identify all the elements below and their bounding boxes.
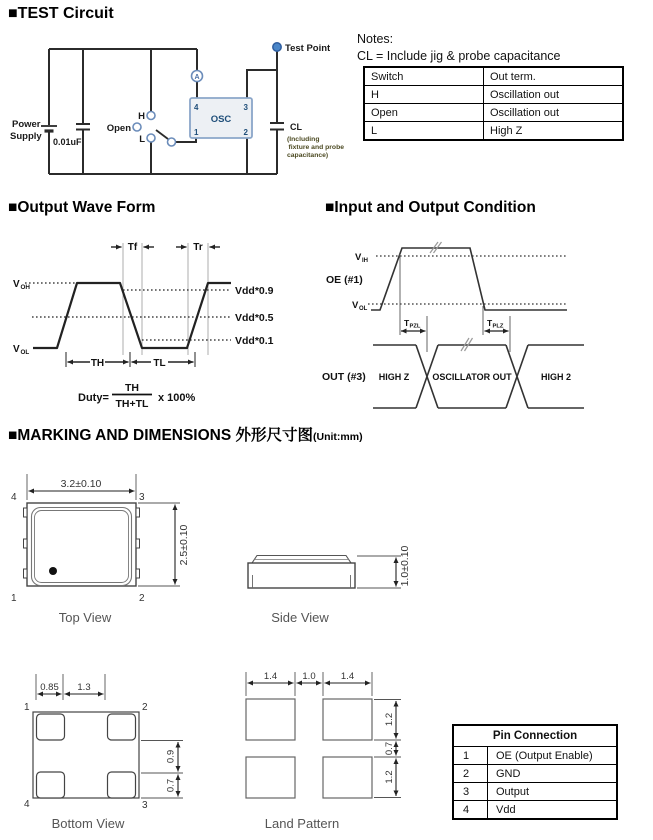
tpzl-subscript: PZL — [409, 323, 421, 330]
power-supply-label-1: Power — [12, 119, 41, 130]
pin-number: 1 — [453, 747, 488, 765]
notes-header-switch: Switch — [364, 67, 484, 86]
bottom-view-dim-085: 0.85 — [40, 682, 59, 693]
duty-denominator: TH+TL — [115, 398, 149, 410]
io-condition-heading: ■Input and Output Condition — [325, 199, 536, 216]
marking-heading-text: ■MARKING AND DIMENSIONS 外形尺寸图 — [8, 427, 314, 444]
side-view-drawing — [220, 462, 440, 632]
output-waveform-heading: ■Output Wave Form — [8, 199, 156, 216]
cl-note-line3: capacitance) — [287, 152, 329, 159]
duty-suffix: x 100% — [158, 392, 196, 404]
vdd05-label: Vdd*0.5 — [235, 312, 274, 324]
vol-subscript: OL — [20, 349, 30, 356]
marking-unit: (Unit:mm) — [313, 431, 363, 443]
bottom-view-label: Bottom View — [51, 816, 125, 831]
land-dim-12b: 1.2 — [384, 770, 395, 784]
side-view-height-dim: 1.0±0.10 — [399, 545, 411, 587]
top-view-pin1: 1 — [11, 593, 17, 604]
table-row — [364, 122, 623, 141]
pin-name: GND — [488, 765, 618, 783]
dimension-arrows — [68, 247, 221, 362]
bypass-capacitor-symbol — [76, 124, 90, 130]
notes-header-out: Out term. — [484, 67, 624, 86]
vol-label: V — [13, 344, 20, 355]
highz-right-label: HIGH 2 — [540, 372, 572, 382]
bottom-view-dim-09: 0.9 — [165, 749, 177, 764]
tick-marks — [66, 352, 195, 367]
test-point-dot — [273, 43, 281, 51]
measure-guides — [123, 243, 208, 355]
osc-pin4-label: 4 — [194, 103, 199, 112]
vdd09-label: Vdd*0.9 — [235, 285, 274, 297]
pin-name: Vdd — [488, 801, 618, 820]
th-label: TH — [90, 358, 105, 369]
table-row — [453, 747, 617, 765]
bottom-view-pin3: 3 — [142, 800, 148, 811]
top-view-pin3: 3 — [139, 492, 145, 503]
pin-number: 3 — [453, 783, 488, 801]
side-view-label: Side View — [271, 610, 329, 625]
table-row — [364, 86, 623, 104]
land-dim-14b: 1.4 — [340, 671, 355, 682]
notes-cell-switch: L — [364, 122, 484, 141]
cl-note — [287, 136, 344, 159]
notes-cell-out: Oscillation out — [484, 86, 624, 104]
test-circuit-diagram — [0, 30, 350, 195]
osc-pin3-label: 3 — [243, 103, 248, 112]
switch-open-label: Open — [106, 123, 131, 134]
test-point-label: Test Point — [285, 43, 331, 54]
notes-block — [355, 32, 624, 141]
battery-symbol — [41, 126, 57, 131]
cl-note-line1: (Including — [287, 136, 320, 143]
top-view-label: Top View — [58, 610, 112, 625]
tplz-subscript: PLZ — [492, 323, 504, 330]
osc-label: OSC — [210, 114, 232, 125]
notes-table-header-row — [364, 67, 623, 86]
cl-note-line2: fixture and probe — [288, 144, 345, 151]
reference-dashed-lines — [25, 283, 231, 340]
top-view-pin2: 2 — [139, 593, 145, 604]
highz-left-label: HIGH Z — [378, 372, 410, 382]
land-dim-10: 1.0 — [302, 671, 316, 682]
pin-name: Output — [488, 783, 618, 801]
timing-reference-lines — [400, 254, 510, 352]
land-dim-07: 0.7 — [384, 741, 395, 756]
voh-subscript: OH — [20, 284, 30, 291]
duty-numerator: TH — [125, 382, 139, 394]
vdd01-label: Vdd*0.1 — [235, 335, 274, 347]
bottom-view-pin1: 1 — [24, 702, 30, 713]
land-pads — [246, 699, 372, 798]
output-waveform-diagram — [0, 221, 330, 417]
land-pattern-label: Land Pattern — [264, 816, 340, 831]
tplz-label: T — [487, 318, 493, 328]
pin-number: 4 — [453, 801, 488, 820]
notes-cell-out: High Z — [484, 122, 624, 141]
notes-cell-out: Oscillation out — [484, 104, 624, 122]
notes-title: Notes: — [357, 32, 394, 46]
notes-cell-switch: Open — [364, 104, 484, 122]
land-dim-14a: 1.4 — [263, 671, 278, 682]
cl-label: CL — [290, 122, 302, 132]
pin-connection-table — [452, 724, 618, 820]
pin-number: 2 — [453, 765, 488, 783]
tf-label: Tf — [127, 242, 138, 253]
table-row — [453, 765, 617, 783]
osc-pin2-label: 2 — [243, 128, 248, 137]
package-bottom — [33, 712, 139, 798]
tr-label: Tr — [193, 242, 203, 253]
switch-terminal-l — [147, 134, 155, 142]
package-body — [24, 503, 140, 586]
bypass-cap-label: 0.01uF — [53, 137, 82, 147]
bottom-view-drawing — [10, 660, 230, 840]
bottom-view-dim-07: 0.7 — [165, 778, 177, 793]
switch-pole — [168, 138, 176, 146]
switch-terminal-open — [133, 123, 141, 131]
vih-label: V — [355, 252, 362, 263]
switch-h-label: H — [138, 111, 145, 122]
switch-terminal-h — [147, 112, 155, 120]
pin1-marker-dot — [49, 567, 57, 575]
top-view-width-dim: 3.2±0.10 — [60, 478, 102, 490]
cl-capacitor-symbol — [270, 123, 284, 130]
bottom-view-pin2: 2 — [142, 702, 148, 713]
vol-subscript: OL — [359, 306, 368, 312]
ammeter-label: A — [194, 74, 200, 81]
table-row — [453, 783, 617, 801]
notes-subtitle: CL = Include jig & probe capacitance — [357, 49, 561, 63]
switch-l-label: L — [139, 134, 145, 145]
bottom-view-dim-13: 1.3 — [77, 682, 91, 693]
table-row — [364, 104, 623, 122]
notes-cell-switch: H — [364, 86, 484, 104]
extension-lines — [357, 556, 401, 588]
notes-table — [363, 66, 624, 141]
package-side-profile — [248, 556, 355, 589]
bottom-view-pin4: 4 — [24, 799, 30, 810]
oe-signal-label: OE (#1) — [326, 274, 363, 286]
top-view-height-dim: 2.5±0.10 — [178, 524, 190, 566]
osc-pin1-label: 1 — [194, 128, 199, 137]
io-condition-diagram — [320, 221, 653, 421]
marking-heading — [8, 423, 363, 445]
land-pattern-drawing — [230, 660, 430, 840]
tpzl-label: T — [404, 318, 410, 328]
pin-name: OE (Output Enable) — [488, 747, 618, 765]
power-supply-label-2: Supply — [10, 131, 42, 142]
output-waveform-trace — [33, 283, 231, 348]
pin-connection-header-row — [453, 725, 617, 747]
switch-lever — [156, 130, 168, 139]
tl-label: TL — [153, 358, 166, 369]
top-view-pin4: 4 — [11, 492, 17, 503]
out-signal-label: OUT (#3) — [322, 371, 366, 383]
oscillator-out-label: OSCILLATOR OUT — [432, 372, 512, 382]
land-dim-12a: 1.2 — [384, 712, 395, 727]
oe-dashed-levels — [368, 256, 567, 304]
test-circuit-heading: ■TEST Circuit — [8, 5, 114, 22]
vih-subscript: IH — [362, 258, 368, 264]
vol-label: V — [352, 300, 359, 311]
voh-label: V — [13, 279, 20, 290]
pin-connection-title: Pin Connection — [453, 725, 617, 747]
table-row — [453, 801, 617, 820]
top-view-drawing — [0, 462, 220, 632]
duty-label: Duty= — [78, 392, 109, 404]
